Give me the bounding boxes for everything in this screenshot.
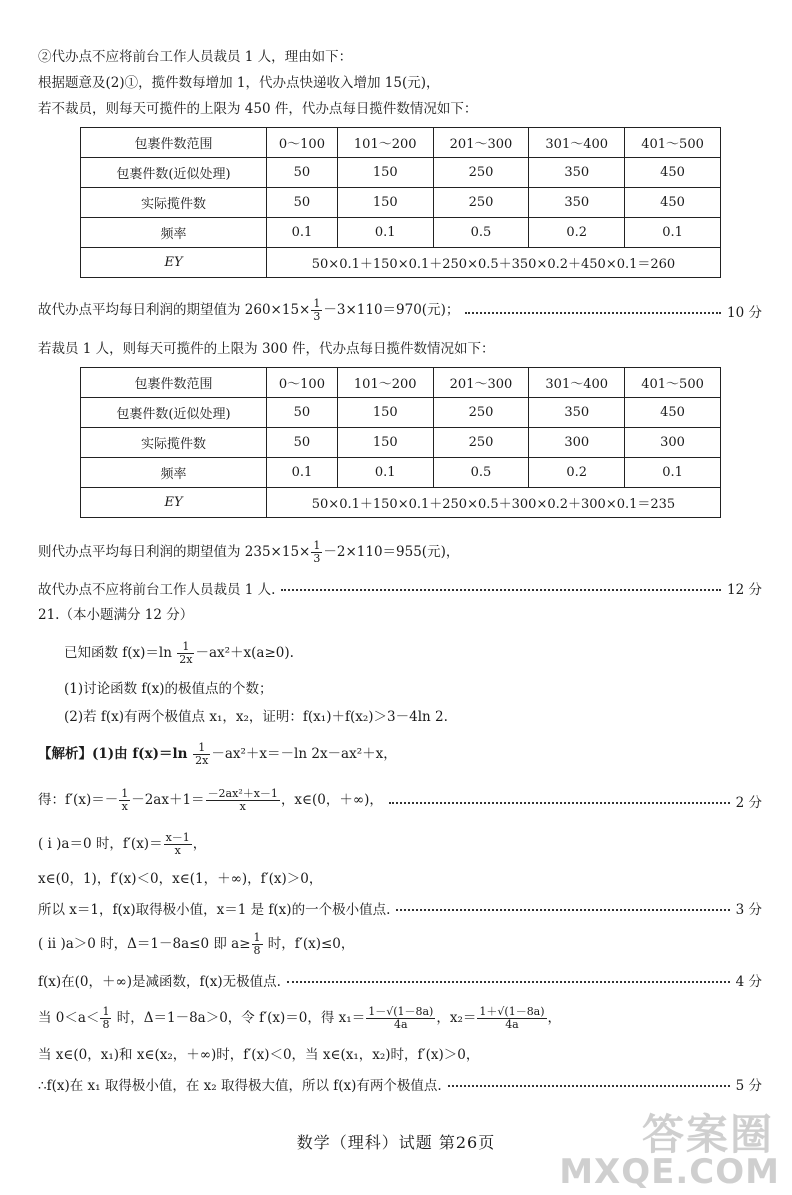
expected-profit-layoff: 则代办点平均每日利润的期望值为 235×15× $\frac{1}{3}$ －2×110＝955(元)， [38, 539, 460, 565]
table-cell: 包裹件数(近似处理) [81, 158, 267, 188]
leader-dots [287, 981, 730, 983]
table-cell: 50 [267, 428, 338, 458]
table-cell: 0.1 [625, 218, 721, 248]
table-cell: 150 [337, 398, 433, 428]
table-cell: 101～200 [337, 128, 433, 158]
leader-dots [389, 802, 730, 804]
table-cell: 150 [337, 428, 433, 458]
table-cell: 250 [433, 188, 529, 218]
table-cell: 频率 [81, 458, 267, 488]
table-cell: 250 [433, 398, 529, 428]
table-layoff [80, 367, 721, 518]
table-cell: 包裹件数范围 [81, 368, 267, 398]
table-cell-ey-value: 50×0.1＋150×0.1＋250×0.5＋300×0.2＋300×0.1＝235 [267, 488, 721, 518]
solution-line-2: 得：f′(x)＝－ $\frac{1}{x}$ －2ax＋1＝ $\frac{\text{－2ax²＋x－1}}{x}$ ，x∈(0，＋∞)， 2 分 [38, 787, 762, 813]
table-cell: 401～500 [625, 368, 721, 398]
fraction: $\frac{1}{x}$ [121, 787, 129, 813]
table-cell: 0.1 [267, 218, 338, 248]
table-row [81, 158, 721, 188]
question-21-part-2: (2)若 f(x)有两个极值点 x₁，x₂，证明：f(x₁)＋f(x₂)＞3－4ln 2. [64, 709, 448, 725]
solution-line-10: ∴f(x)在 x₁ 取得极小值，在 x₂ 取得极大值，所以 f(x)有两个极值点. 5 分 [38, 1074, 762, 1094]
table-cell: 0.2 [529, 218, 625, 248]
fraction: $\frac{1}{8}$ [102, 1005, 110, 1031]
table-cell: 350 [529, 158, 625, 188]
solution-line-9: 当 x∈(0，x₁)和 x∈(x₂，＋∞)时，f′(x)＜0，当 x∈(x₁，x₂)时，f′(x)＞0， [38, 1047, 480, 1063]
score-mark: 12 分 [727, 582, 762, 598]
fraction: $\frac{1+√(1-8a)}{4a}$ [479, 1005, 545, 1031]
table-row [81, 458, 721, 488]
table-cell: 450 [625, 398, 721, 428]
table-row [81, 188, 721, 218]
text-span: 故代办点平均每日利润的期望值为 260×15× [38, 302, 311, 318]
table-cell: 0.1 [337, 218, 433, 248]
leader-dots [396, 909, 729, 911]
conclusion-line: 故代办点不应将前台工作人员裁员 1 人. 12 分 [38, 578, 762, 598]
solution-line-5: 所以 x＝1，f(x)取得极小值，x＝1 是 f(x)的一个极小值点. 3 分 [38, 898, 762, 918]
watermark [559, 1100, 784, 1192]
table-cell: 0.1 [267, 458, 338, 488]
table-cell: 450 [625, 158, 721, 188]
fraction: $\frac{1}{2x}$ [179, 640, 193, 666]
intro-line-1: ②代办点不应将前台工作人员裁员 1 人，理由如下： [38, 49, 353, 65]
score-mark: 4 分 [735, 974, 762, 990]
table-cell: 250 [433, 158, 529, 188]
table-header-row [81, 128, 721, 158]
table-cell: 50 [267, 188, 338, 218]
table-cell-ey-value: 50×0.1＋150×0.1＋250×0.5＋350×0.2＋450×0.1＝260 [267, 248, 721, 278]
table-cell: 0～100 [267, 368, 338, 398]
table-cell: 450 [625, 188, 721, 218]
table-cell: 300 [529, 428, 625, 458]
fraction: $\frac{1}{3}$ [313, 539, 321, 565]
score-mark: 10 分 [727, 304, 762, 321]
score-mark: 5 分 [735, 1078, 762, 1094]
score-mark: 2 分 [735, 794, 762, 811]
table-cell: 250 [433, 428, 529, 458]
table-cell: 401～500 [625, 128, 721, 158]
table-cell: 150 [337, 188, 433, 218]
solution-line-1: 【解析】(1)由 f(x)＝ln $\frac{1}{2x}$ －ax²＋x＝－ln 2x－ax²＋x， [38, 741, 397, 767]
leader-dots [281, 589, 721, 591]
question-21-given: 已知函数 f(x)＝ln $\frac{1}{2x}$ －ax²＋x(a≥0). [64, 640, 294, 666]
layoff-intro-line: 若裁员 1 人，则每天可揽件的上限为 300 件，代办点每日揽件数情况如下： [38, 341, 495, 357]
text-span: －3×110＝970(元)； [323, 302, 460, 318]
question-21-part-1: (1)讨论函数 f(x)的极值点的个数； [64, 681, 273, 697]
table-cell: 101～200 [337, 368, 433, 398]
fraction: $\frac{x-1}{x}$ [165, 831, 190, 857]
table-cell: 350 [529, 188, 625, 218]
table-cell: 0～100 [267, 128, 338, 158]
table-cell: 301～400 [529, 368, 625, 398]
table-row-ey [81, 248, 721, 278]
table-cell: 0.1 [625, 458, 721, 488]
page-footer: 数学（理科）试题 第26页 [296, 1133, 496, 1152]
table-no-layoff [80, 127, 721, 278]
table-cell: 50 [267, 158, 338, 188]
table-cell: 301～400 [529, 128, 625, 158]
table-cell: EY [81, 488, 267, 518]
table-cell: 201～300 [433, 368, 529, 398]
table-cell: 0.1 [337, 458, 433, 488]
solution-line-4: x∈(0，1)，f′(x)＜0，x∈(1，＋∞)，f′(x)＞0， [38, 871, 323, 887]
fraction: $\frac{1}{2x}$ [195, 741, 209, 767]
fraction: $\frac{1}{8}$ [253, 931, 261, 957]
table-cell: 0.2 [529, 458, 625, 488]
table-cell: 频率 [81, 218, 267, 248]
table-row [81, 398, 721, 428]
solution-line-7: f(x)在(0，＋∞)是减函数，f(x)无极值点. 4 分 [38, 970, 762, 990]
question-21-title: 21.（本小题满分 12 分） [38, 607, 194, 623]
solution-line-3: ( ⅰ )a＝0 时，f′(x)＝ $\frac{x-1}{x}$ ， [38, 831, 207, 857]
table-cell: 300 [625, 428, 721, 458]
table-cell: 实际揽件数 [81, 188, 267, 218]
table-header-row [81, 368, 721, 398]
solution-line-8: 当 0＜a＜ $\frac{1}{8}$ 时，Δ＝1－8a＞0，令 f′(x)＝0，得 x₁＝ $\frac{1-√(1-8a)}{4a}$ ，x₂＝ $\frac{1+√(1-8a)}{4a}$ ， [38, 1005, 562, 1031]
table-cell: 实际揽件数 [81, 428, 267, 458]
table-cell: 包裹件数范围 [81, 128, 267, 158]
table-cell: 201～300 [433, 128, 529, 158]
watermark-logo: 答案圈 [641, 1110, 774, 1159]
expected-profit-no-layoff [38, 298, 762, 323]
table-cell: 150 [337, 158, 433, 188]
table-cell: 包裹件数(近似处理) [81, 398, 267, 428]
watermark-site: MXQE.COM [559, 1152, 780, 1192]
table-cell: EY [81, 248, 267, 278]
leader-dots [465, 312, 721, 314]
table-row [81, 218, 721, 248]
leader-dots [448, 1085, 730, 1087]
table-row-ey [81, 488, 721, 518]
intro-line-2: 根据题意及(2)①，揽件数每增加 1，代办点快递收入增加 15(元)， [38, 75, 440, 91]
table-row [81, 428, 721, 458]
fraction: $\frac{1}{3}$ [313, 297, 321, 323]
score-mark: 3 分 [735, 902, 762, 918]
solution-line-6: ( ⅱ )a＞0 时，Δ＝1－8a≤0 即 a≥ $\frac{1}{8}$ 时，f′(x)≤0， [38, 931, 355, 957]
intro-line-3: 若不裁员，则每天可揽件的上限为 450 件，代办点每日揽件数情况如下： [38, 101, 478, 117]
table-cell: 0.5 [433, 218, 529, 248]
table-cell: 0.5 [433, 458, 529, 488]
table-cell: 350 [529, 398, 625, 428]
fraction: $\frac{\text{－2ax²＋x－1}}{x}$ [207, 787, 278, 813]
table-cell: 50 [267, 398, 338, 428]
fraction: $\frac{1-√(1-8a)}{4a}$ [368, 1005, 434, 1031]
